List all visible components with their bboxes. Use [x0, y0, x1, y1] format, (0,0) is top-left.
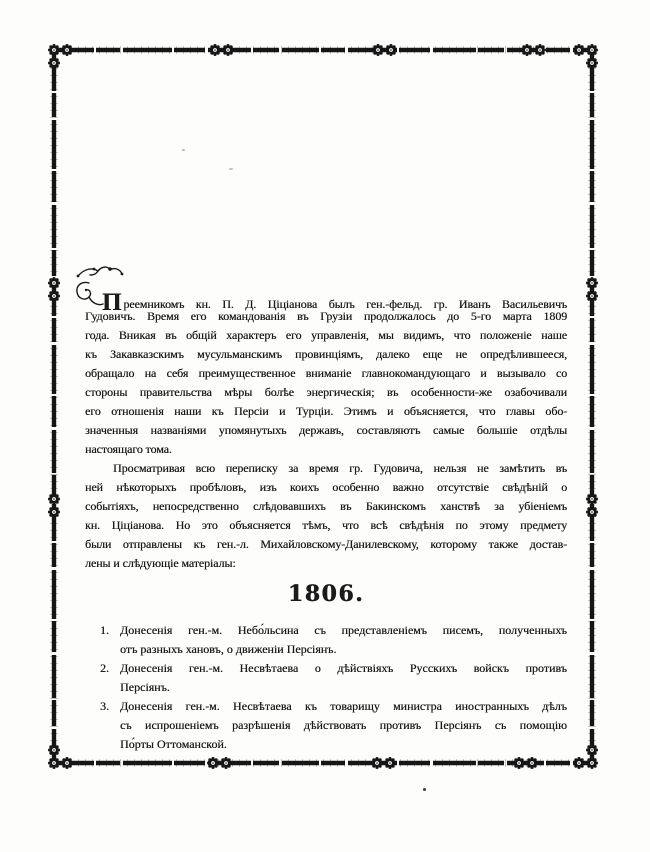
text-line: съ испрошеніемъ разрѣшенія дѣйствовать противъ Персіянъ съ помощію — [120, 718, 567, 732]
year-heading: 1806. — [287, 581, 365, 607]
text-line: кн. Ціціанова. Но это объясняется тѣмъ, что всѣ свѣдѣнія по этому предмету — [85, 518, 567, 532]
list-item-number: 3. — [100, 699, 109, 713]
text-line: Донесенія ген.-м. Несвѣтаева о дѣйствіяхъ Русскихъ войскъ противъ — [120, 661, 567, 675]
text-line: значенныя названіями упомянутыхъ державъ, составляютъ самые большіе отдѣлы — [85, 423, 567, 437]
paragraph-2 — [85, 459, 567, 573]
text-line: лены и слѣдующіе матеріалы: — [85, 556, 236, 570]
text-line: стороны правительства мѣры болѣе энергическія; въ особенности-же озабочивали — [85, 385, 567, 399]
ink-speck — [229, 168, 233, 170]
list-item — [100, 659, 567, 697]
text-line: были отправлены къ ген.-л. Михайловскому-Данилевскому, которому также достав- — [85, 537, 567, 551]
text-line: ней нѣкоторыхъ пробѣловъ, изъ коихъ особенно важно отсутствіе свѣдѣній о — [85, 480, 567, 494]
text-line: обращало на себя преимущественное вниманіе главнокомандующаго и вызывало со — [85, 366, 567, 380]
text-line: событіяхъ, непосредственно слѣдовавшихъ въ Бакинскомъ ханствѣ за убіеніемъ — [85, 499, 567, 513]
list-item — [100, 621, 567, 659]
materials-list — [100, 621, 567, 754]
ink-speck — [182, 149, 185, 151]
text-line: отъ разныхъ хановъ, о движеніи Персіянъ. — [120, 642, 337, 656]
text-line: къ Закавказскимъ мусульманскимъ провинціямъ, далеко еще не опредѣлившееся, — [85, 347, 567, 361]
text-line: Преемникомъ кн. П. Д. Ціціанова былъ ген.-фельд. гр. Иванъ Васильевичъ — [102, 289, 567, 316]
dropcap-letter: П — [102, 289, 122, 316]
text-line: Донесенія ген.-м. Небо́льсина съ представленіемъ писемъ, полученныхъ — [120, 623, 567, 637]
text-line: Персіянъ. — [120, 680, 170, 694]
ink-speck — [423, 788, 426, 791]
list-item-number: 2. — [100, 661, 109, 675]
text-line: года. Вникая въ общій характеръ его управленія, мы видимъ, что положеніе наше — [85, 328, 567, 342]
text-line: По́рты Оттоманской. — [120, 737, 227, 751]
list-item — [100, 697, 567, 754]
text-line: Донесенія ген.-м. Несвѣтаева къ товарищу министра иностранныхъ дѣлъ — [120, 699, 567, 713]
page-text — [85, 288, 567, 754]
list-item-text — [120, 697, 567, 754]
list-item-text — [120, 659, 567, 697]
paragraph-1 — [85, 288, 567, 459]
list-item-number: 1. — [100, 623, 109, 637]
text-line: его отношенія наши къ Персіи и Турціи. Этимъ и объясняется, что главы обо- — [85, 404, 567, 418]
text-line: Гудовичъ. Время его командованія въ Грузіи продолжалось до 5-го марта 1809 — [85, 309, 567, 323]
text-line: Просматривая всю переписку за время гр. Гудовича, нельзя не замѣтить въ — [113, 461, 567, 475]
list-item-text — [120, 621, 567, 659]
text-line: настоящаго тома. — [85, 442, 172, 456]
